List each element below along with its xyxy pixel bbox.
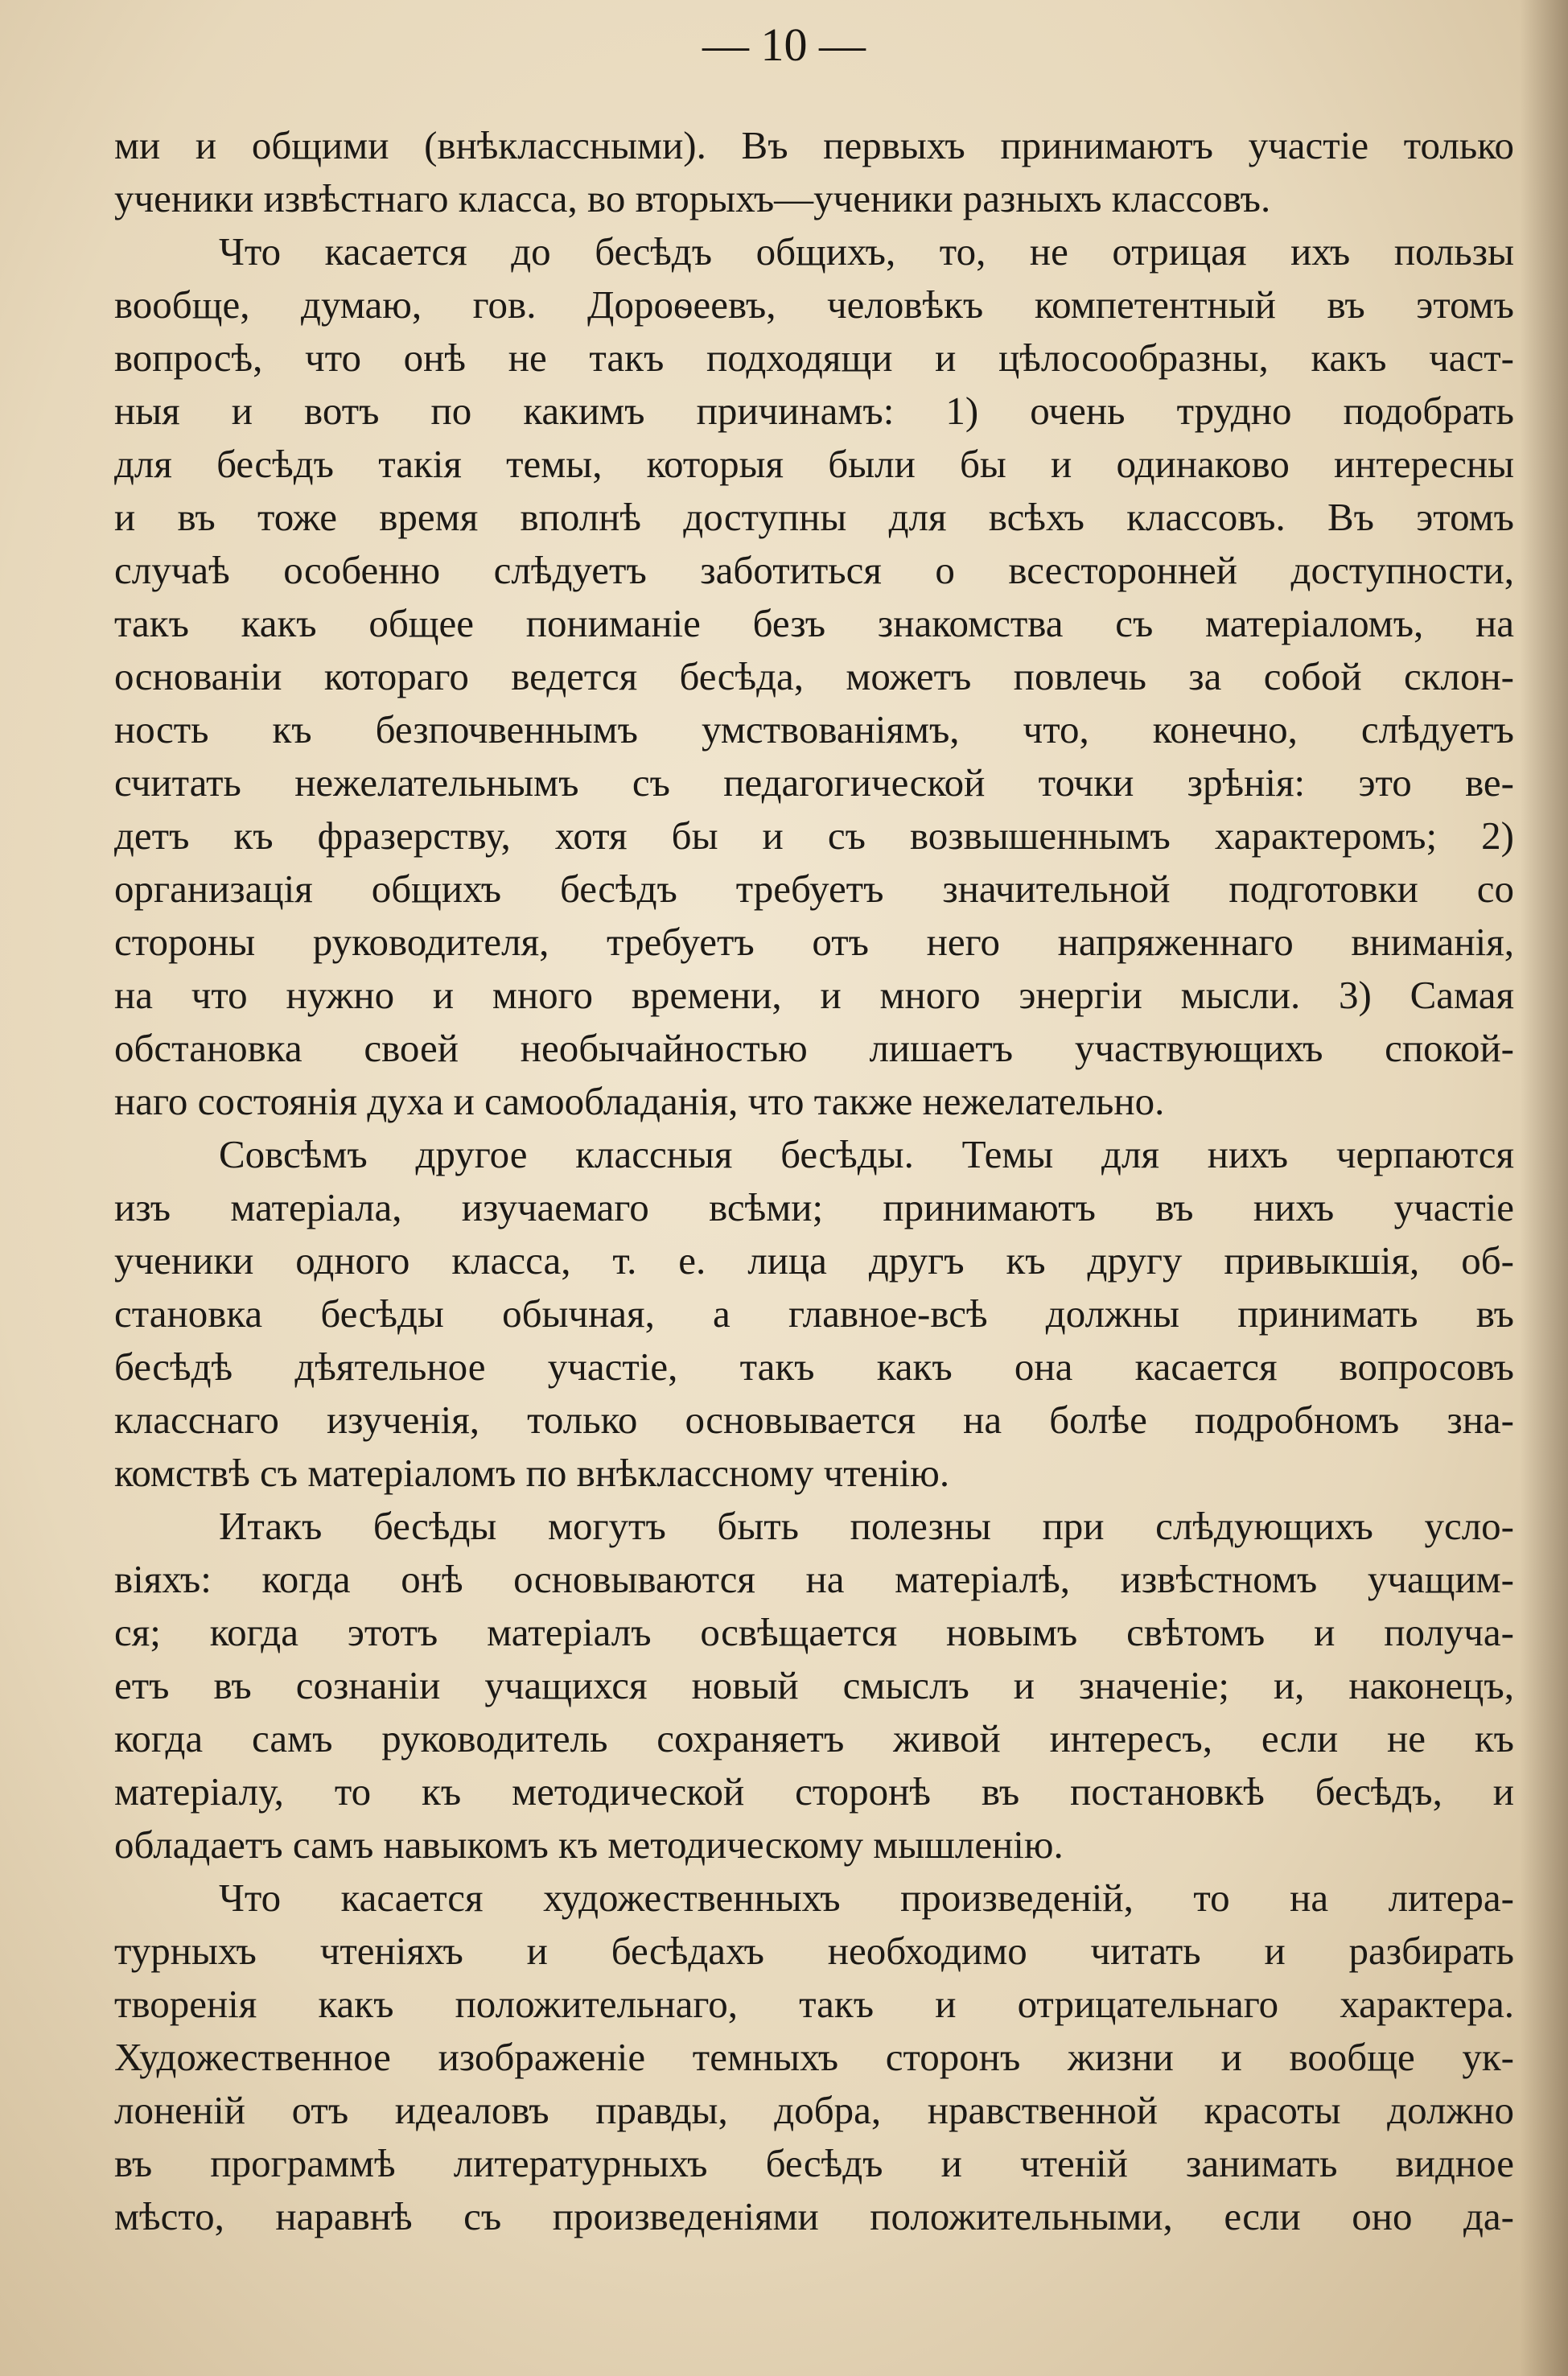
text-line: Совсѣмъ другое классныя бесѣды. Темы для нихъ черпаются	[219, 1132, 1514, 1176]
text-line: лоненій отъ идеаловъ правды, добра, нравственной красоты должно	[114, 2088, 1514, 2132]
text-line: віяхъ: когда онѣ основываются на матеріалѣ, извѣстномъ учащим-	[114, 1557, 1514, 1601]
text-line: Художественное изображеніе темныхъ сторонъ жизни и вообще ук-	[114, 2035, 1514, 2079]
text-line: турныхъ чтеніяхъ и бесѣдахъ необходимо читать и разбирать	[114, 1929, 1514, 1973]
text-line: считать нежелательнымъ съ педагогической точки зрѣнія: это ве-	[114, 760, 1514, 805]
text-line: ся; когда этотъ матеріалъ освѣщается новымъ свѣтомъ и получа-	[114, 1610, 1514, 1654]
page-edge-shadow	[1520, 0, 1568, 2376]
text-line: детъ къ фразерству, хотя бы и съ возвышеннымъ характеромъ; 2)	[114, 813, 1514, 858]
text-line: Что касается художественныхъ произведеній, то на литера-	[219, 1876, 1514, 1920]
text-line: ученики одного класса, т. е. лица другъ къ другу привыкшія, об-	[114, 1238, 1514, 1283]
text-line: ныя и вотъ по какимъ причинамъ: 1) очень трудно подобрать	[114, 389, 1514, 433]
text-line: творенія какъ положительнаго, такъ и отрицательнаго характера.	[114, 1982, 1514, 2026]
text-line: основаніи котораго ведется бесѣда, можетъ повлечь за собой склон-	[114, 654, 1514, 698]
body-text	[114, 119, 1514, 2243]
text-line: на что нужно и много времени, и много энергіи мысли. 3) Самая	[114, 973, 1514, 1017]
page-number: — 10 —	[702, 19, 866, 71]
text-line: для бесѣдъ такія темы, которыя были бы и одинаково интересны	[114, 442, 1514, 486]
text-line: ученики извѣстнаго класса, во вторыхъ—ученики разныхъ классовъ.	[114, 176, 1271, 220]
text-line: становка бесѣды обычная, а главное-всѣ должны принимать въ	[114, 1291, 1514, 1336]
text-line: обстановка своей необычайностью лишаетъ участвующихъ спокой-	[114, 1026, 1514, 1070]
text-line: наго состоянія духа и самообладанія, что также нежелательно.	[114, 1079, 1165, 1123]
text-line: вообще, думаю, гов. Дороѳеевъ, человѣкъ компетентный въ этомъ	[114, 282, 1514, 327]
text-line: когда самъ руководитель сохраняетъ живой интересъ, если не къ	[114, 1716, 1514, 1760]
text-line: случаѣ особенно слѣдуетъ заботиться о всесторонней доступности,	[114, 548, 1514, 592]
text-line: Что касается до бесѣдъ общихъ, то, не отрицая ихъ пользы	[219, 229, 1514, 274]
text-line: ми и общими (внѣклассными). Въ первыхъ принимаютъ участіе только	[114, 123, 1514, 167]
text-line: ность къ безпочвеннымъ умствованіямъ, что, конечно, слѣдуетъ	[114, 707, 1514, 752]
text-line: вопросѣ, что онѣ не такъ подходящи и цѣлосообразны, какъ част-	[114, 336, 1514, 380]
text-line: въ программѣ литературныхъ бесѣдъ и чтеній занимать видное	[114, 2141, 1514, 2185]
text-line: такъ какъ общее пониманіе безъ знакомства съ матеріаломъ, на	[114, 601, 1514, 645]
text-line: организація общихъ бесѣдъ требуетъ значительной подготовки со	[114, 867, 1514, 911]
text-line: класснаго изученія, только основывается на болѣе подробномъ зна-	[114, 1398, 1514, 1442]
text-line: Итакъ бесѣды могутъ быть полезны при слѣдующихъ усло-	[219, 1504, 1514, 1548]
text-line: и въ тоже время вполнѣ доступны для всѣхъ классовъ. Въ этомъ	[114, 495, 1514, 539]
text-line: мѣсто, наравнѣ съ произведеніями положительными, если оно да-	[114, 2194, 1514, 2238]
text-line: комствѣ съ матеріаломъ по внѣклассному чтенію.	[114, 1451, 950, 1495]
text-line: етъ въ сознаніи учащихся новый смыслъ и значеніе; и, наконецъ,	[114, 1663, 1514, 1707]
text-line: обладаетъ самъ навыкомъ къ методическому мышленію.	[114, 1822, 1064, 1867]
text-line: матеріалу, то къ методической сторонѣ въ постановкѣ бесѣдъ, и	[114, 1769, 1514, 1814]
text-line: изъ матеріала, изучаемаго всѣми; принимаютъ въ нихъ участіе	[114, 1185, 1514, 1229]
text-line: стороны руководителя, требуетъ отъ него напряженнаго вниманія,	[114, 920, 1514, 964]
text-line: бесѣдѣ дѣятельное участіе, такъ какъ она касается вопросовъ	[114, 1344, 1514, 1389]
